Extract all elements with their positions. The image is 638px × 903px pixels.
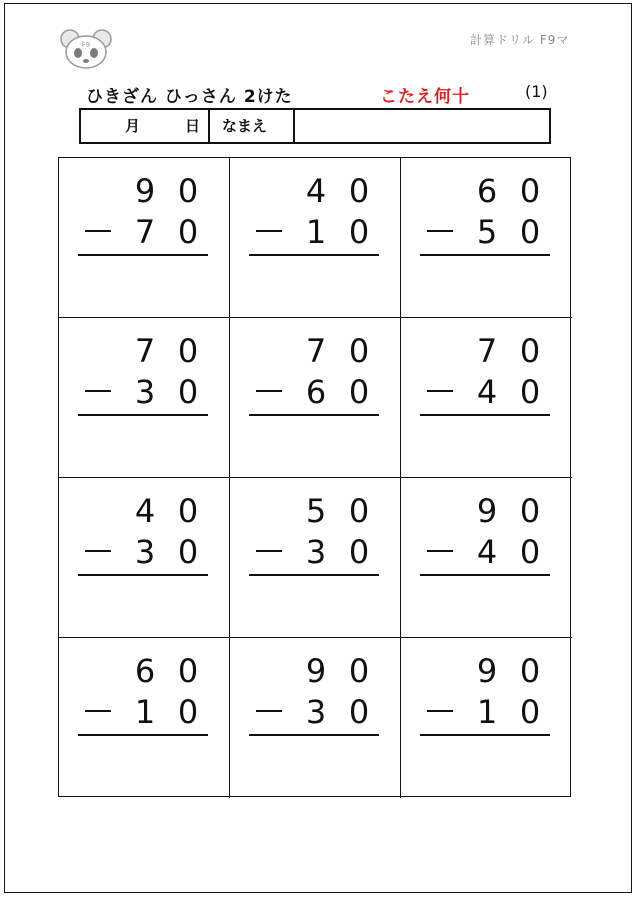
title-main: ひきざん ひっさん 2けた: [86, 87, 293, 107]
minuend-tens-digit: 7: [134, 332, 156, 370]
minuend-tens-digit: 7: [305, 332, 327, 370]
subtrahend-ones-digit: 0: [519, 693, 541, 731]
minuend-tens-digit: 9: [476, 492, 498, 530]
minus-sign: [85, 230, 111, 232]
subtrahend-ones-digit: 0: [348, 693, 370, 731]
minuend-ones-digit: 0: [348, 492, 370, 530]
name-label: なまえ: [222, 117, 268, 135]
minuend-ones-digit: 0: [519, 172, 541, 210]
minuend-tens-digit: 6: [134, 652, 156, 690]
minuend-ones-digit: 0: [348, 332, 370, 370]
subtrahend-ones-digit: 0: [177, 693, 199, 731]
answer-line: [78, 734, 208, 736]
problem-cell[interactable]: [401, 478, 572, 638]
minus-sign: [427, 390, 453, 392]
problem-cell[interactable]: [401, 318, 572, 478]
minus-sign: [85, 710, 111, 712]
problem-cell[interactable]: [230, 318, 401, 478]
problem-cell[interactable]: [230, 158, 401, 318]
minuend-tens-digit: 7: [476, 332, 498, 370]
subtrahend-ones-digit: 0: [177, 533, 199, 571]
minuend-ones-digit: 0: [519, 332, 541, 370]
subtrahend-ones-digit: 0: [177, 213, 199, 251]
problem-cell[interactable]: [59, 158, 230, 318]
answer-line: [78, 254, 208, 256]
name-field[interactable]: [303, 110, 543, 142]
problem-cell[interactable]: [230, 478, 401, 638]
problem-cell[interactable]: [230, 638, 401, 798]
name-date-box: [79, 108, 551, 144]
divider: [293, 110, 295, 142]
subtrahend-tens-digit: 3: [134, 533, 156, 571]
subtrahend-ones-digit: 0: [348, 213, 370, 251]
minuend-tens-digit: 4: [134, 492, 156, 530]
subtrahend-tens-digit: 1: [476, 693, 498, 731]
subtrahend-tens-digit: 4: [476, 533, 498, 571]
minuend-tens-digit: 9: [134, 172, 156, 210]
problem-cell[interactable]: [401, 638, 572, 798]
title-highlight: こたえ何十: [380, 87, 470, 107]
logo-text: F9: [81, 41, 91, 49]
problem-cell[interactable]: [401, 158, 572, 318]
subtrahend-ones-digit: 0: [348, 373, 370, 411]
subtrahend-ones-digit: 0: [348, 533, 370, 571]
minuend-tens-digit: 5: [305, 492, 327, 530]
answer-line: [249, 734, 379, 736]
minuend-ones-digit: 0: [177, 332, 199, 370]
brand-label: 計算ドリル F9マ: [470, 33, 570, 47]
answer-line: [420, 414, 550, 416]
subtrahend-tens-digit: 1: [305, 213, 327, 251]
answer-line: [78, 414, 208, 416]
answer-line: [249, 414, 379, 416]
subtrahend-tens-digit: 1: [134, 693, 156, 731]
minuend-tens-digit: 9: [476, 652, 498, 690]
day-label: 日: [185, 117, 201, 135]
minus-sign: [85, 390, 111, 392]
minuend-ones-digit: 0: [177, 492, 199, 530]
subtrahend-tens-digit: 3: [305, 533, 327, 571]
minuend-ones-digit: 0: [519, 492, 541, 530]
minus-sign: [427, 550, 453, 552]
subtrahend-tens-digit: 3: [134, 373, 156, 411]
subtrahend-ones-digit: 0: [177, 373, 199, 411]
minus-sign: [256, 230, 282, 232]
worksheet-title: [80, 82, 560, 106]
answer-line: [420, 574, 550, 576]
subtrahend-tens-digit: 7: [134, 213, 156, 251]
minus-sign: [85, 550, 111, 552]
minuend-ones-digit: 0: [348, 652, 370, 690]
minus-sign: [256, 710, 282, 712]
subtrahend-tens-digit: 6: [305, 373, 327, 411]
minuend-ones-digit: 0: [177, 172, 199, 210]
minus-sign: [256, 390, 282, 392]
answer-line: [420, 734, 550, 736]
minuend-ones-digit: 0: [177, 652, 199, 690]
subtrahend-ones-digit: 0: [519, 533, 541, 571]
sheet-number: (1): [525, 82, 548, 101]
answer-line: [420, 254, 550, 256]
subtrahend-tens-digit: 4: [476, 373, 498, 411]
minuend-ones-digit: 0: [519, 652, 541, 690]
minuend-tens-digit: 4: [305, 172, 327, 210]
minuend-ones-digit: 0: [348, 172, 370, 210]
minus-sign: [427, 710, 453, 712]
problem-cell[interactable]: [59, 478, 230, 638]
problem-cell[interactable]: [59, 638, 230, 798]
subtrahend-ones-digit: 0: [519, 213, 541, 251]
subtrahend-ones-digit: 0: [519, 373, 541, 411]
answer-line: [78, 574, 208, 576]
answer-line: [249, 254, 379, 256]
minuend-tens-digit: 6: [476, 172, 498, 210]
subtrahend-tens-digit: 5: [476, 213, 498, 251]
minus-sign: [427, 230, 453, 232]
month-label: 月: [125, 117, 141, 135]
minus-sign: [256, 550, 282, 552]
answer-line: [249, 574, 379, 576]
problem-grid: [58, 157, 571, 797]
minuend-tens-digit: 9: [305, 652, 327, 690]
divider: [208, 110, 210, 142]
problem-cell[interactable]: [59, 318, 230, 478]
subtrahend-tens-digit: 3: [305, 693, 327, 731]
bear-face-icon: [59, 28, 113, 70]
